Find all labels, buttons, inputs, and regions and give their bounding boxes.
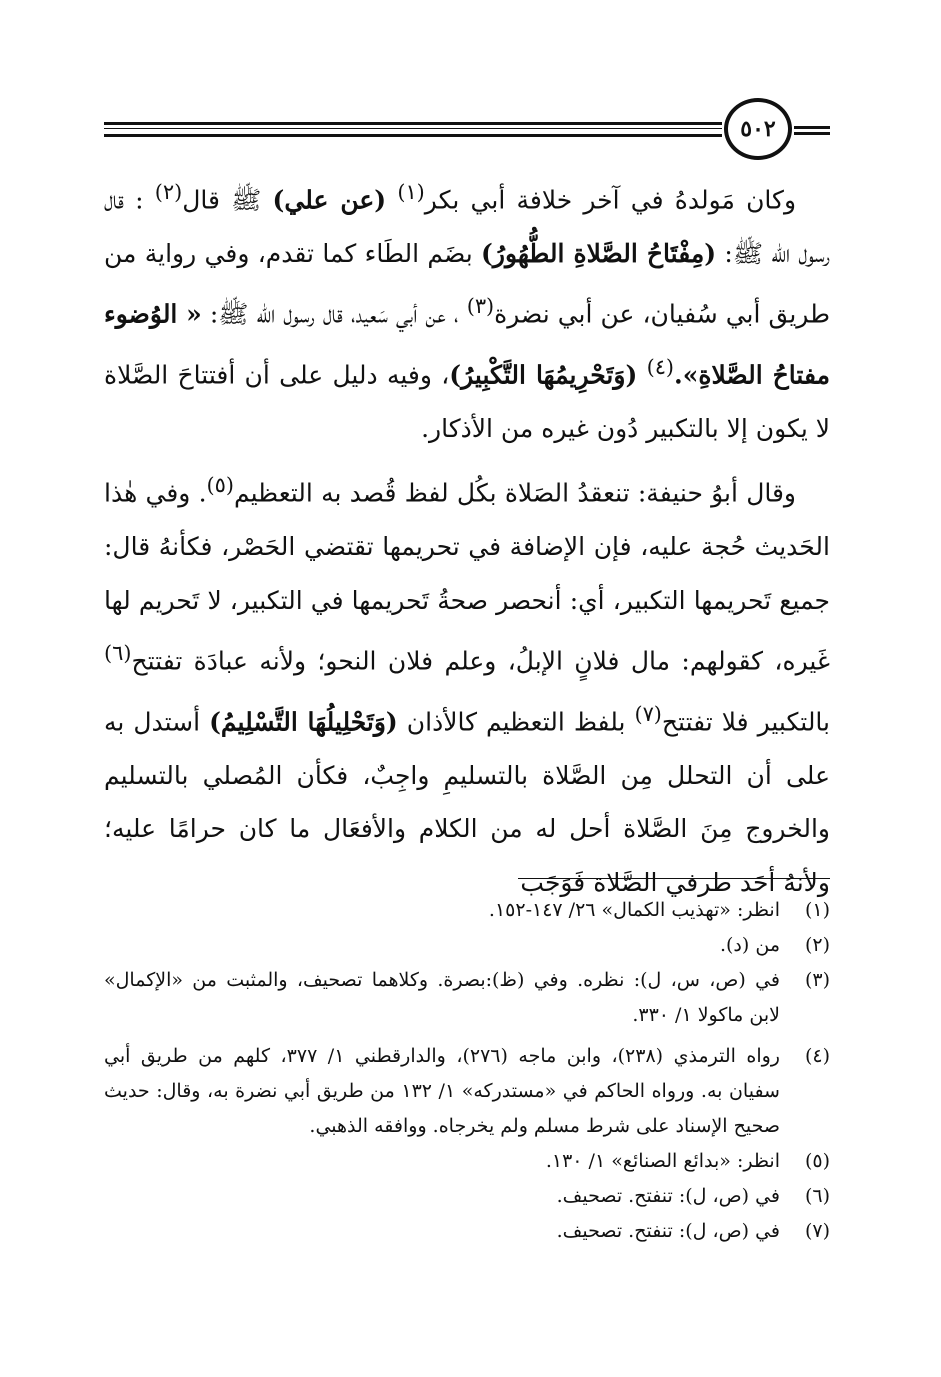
footnote-ref: (٢) [154,180,183,204]
footnote-text: انظر: «تهذيب الكمال» ٢٦/ ١٤٧-١٥٢. [488,899,780,921]
hadith-phrase: (مِفْتَاحُ الصَّلاةِ الطُّهُورُ) [481,238,717,268]
text-run: وكان مَولدهُ في آخر خلافة أبي بكر [424,185,797,215]
paragraph-1 [104,166,830,455]
footnote-number: (٤) [804,1045,830,1067]
footnote-item [104,928,830,963]
footnote-text: انظر: «بدائع الصنائع» ١/ ١٣٠. [545,1150,780,1172]
paragraph-2 [104,459,830,909]
footnote-ref: (٣) [466,294,495,319]
footnote-ref: (٦) [104,641,132,666]
footnote-ref: (٥) [206,473,234,498]
text-run: ، عن أبي سَعيد، قال رسول الله ﷺ: [209,299,459,329]
footnote-number: (١) [804,899,830,921]
footnote-text: في (ص، س، ل): نظره. وفي (ظ):بصرة. وكلاهما تصحيف، والمثبت من «الإكمال» لابن ماكولا ١/ ٣٣٠. [104,969,780,1026]
footnote-item [104,893,830,928]
footnote-ref: (١) [397,180,425,204]
hadith-phrase: (وَتَحْرِيمُهَا التَّكْبِيرُ) [449,360,638,390]
hadith-phrase: (عن علي) [272,185,387,215]
header-rule [104,122,722,125]
footnote-text: من (د). [719,934,780,956]
page-header [104,98,830,164]
text-run: بلفظ التعظيم كالأذان [406,707,626,737]
header-rule [794,126,830,129]
text-run: أستدل به على أن التحلل مِن الصَّلاة بالتسليمِ واجِبٌ، فكأن المُصلي بالتسليم والخروج مِنَ الصَّلاة أحل له من الكلام والأفعَال ما كان حرامًا عليه؛ ولأنهُ أحَد طرفي الصَّلاة فَوَجَب [104,707,830,897]
footnote-ref: (٤) [646,355,675,380]
text-run: بالتكبير فلا تفتتح [661,707,831,737]
page-number: ٥٠٢ [724,98,792,160]
footnote-item [104,1214,830,1249]
text-run: ، وفيه دليل على أن أفتتاحَ الصَّلاة لا يكون إلا بالتكبير دُون غيره من الأذكار. [104,360,830,443]
header-rule [104,128,722,129]
header-rule [794,132,830,135]
main-text [104,166,830,909]
hadith-phrase: « الوُضوء مفتاحُ الصَّلاةِ». [104,299,831,390]
text-run: بضَم الطَاء كما تقدم، وفي رواية من طريق أبي سُفيان، عن أبي نضرة [104,238,830,329]
footnote-number: (٧) [804,1220,830,1242]
footnotes [104,893,830,1249]
footnote-item [104,1039,830,1144]
hadith-phrase: (وَتَحْلِيلُهَا التَّسْلِيمُ) [209,707,398,737]
footnote-number: (٢) [804,934,830,956]
footnote-text: رواه الترمذي (٢٣٨)، وابن ماجه (٢٧٦)، والدارقطني ١/ ٣٧٧، كلهم من طريق أبي سفيان به. ورواه الحاكم في «مستدركه» ١/ ١٣٢ من طريق أبي نضرة به، وقال: حديث صحيح الإسناد على شرط مسلم ولم يخرجاه. ووافقه الذهبي. [104,1045,780,1137]
text-run: : قال رسول الله ﷺ: [104,185,830,268]
footnote-number: (٦) [804,1185,830,1207]
footnote-item [104,1144,830,1179]
footnote-ref: (٧) [634,702,662,727]
footnote-number: (٥) [804,1150,830,1172]
text-run: وقال أبوُ حنيفة: تنعقدُ الصَلاة بكُل لفظ قُصد به التعظيم [234,478,796,508]
text-run: . وفي هٰذا الحَديث حُجة عليه، فإن الإضافة في تحريمها تقتضي الحَصْر، فكأنهُ قال: جميع تَحريمها التكبير، أي: أنحصر صحةُ تَحريمها في التكبير، لا تَحريم لها غَيره، كقولهم: مال فلانٍ الإبلُ، وعلم فلان النحو؛ ولأنه عبادَة تفتتح [104,478,830,676]
footnote-text: في (ص، ل): تنفتح. تصحيف. [556,1220,780,1242]
footnote-item [104,1179,830,1214]
footnote-item [104,963,830,1033]
footnote-number: (٣) [804,969,830,991]
text-run: ﷺ قال [182,185,262,215]
footnote-separator [518,878,830,879]
header-rule [104,134,722,137]
footnote-text: في (ص، ل): تنفتح. تصحيف. [556,1185,780,1207]
